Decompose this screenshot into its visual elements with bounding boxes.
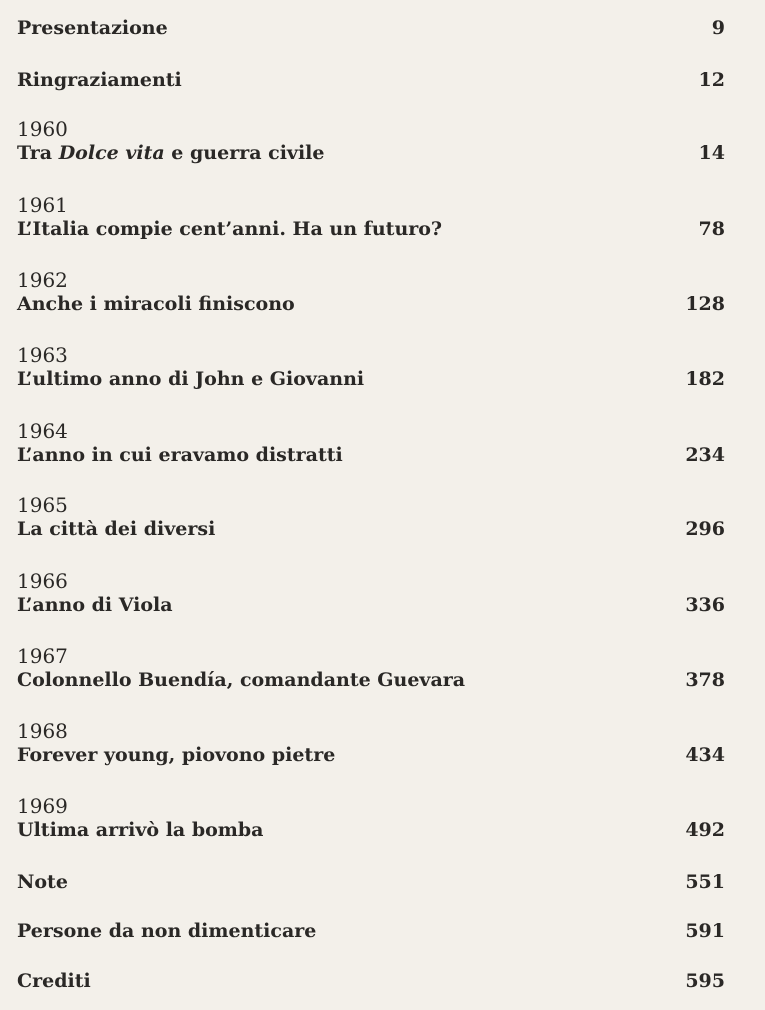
entry-title: Note <box>17 871 68 893</box>
toc-entry-persone <box>17 919 725 943</box>
page-number: 336 <box>685 594 725 616</box>
entry-title: Colonnello Buendía, comandante Guevara <box>17 669 466 691</box>
toc-entry-1965 <box>17 493 725 541</box>
chapter-year: 1962 <box>17 268 68 292</box>
page-number: 12 <box>698 69 725 91</box>
entry-title: Forever young, piovono pietre <box>17 744 336 766</box>
toc-entry-1963 <box>17 343 725 391</box>
page-number: 234 <box>685 444 725 466</box>
entry-title <box>17 141 325 165</box>
toc-entry-1966 <box>17 569 725 617</box>
entry-title: Anche i miracoli finiscono <box>17 293 295 315</box>
toc-entry-1969 <box>17 794 725 842</box>
chapter-year: 1964 <box>17 419 68 443</box>
page-number: 78 <box>698 218 725 240</box>
page-number: 128 <box>685 293 725 315</box>
title-part: Tra <box>17 142 59 164</box>
toc-entry-1964 <box>17 419 725 467</box>
toc-entry-1962 <box>17 268 725 316</box>
page-number: 182 <box>685 368 725 390</box>
page-number: 9 <box>711 17 725 39</box>
chapter-year: 1965 <box>17 493 68 517</box>
chapter-year: 1969 <box>17 794 68 818</box>
page-number: 492 <box>685 819 725 841</box>
chapter-year: 1966 <box>17 569 68 593</box>
toc-entry-ringraziamenti <box>17 68 725 92</box>
page-number: 378 <box>685 669 725 691</box>
entry-title: Crediti <box>17 970 91 992</box>
chapter-year: 1967 <box>17 644 68 668</box>
entry-title: Ultima arrivò la bomba <box>17 819 264 841</box>
page-number: 595 <box>685 970 725 992</box>
page-number: 591 <box>685 920 725 942</box>
entry-title: La città dei diversi <box>17 518 216 540</box>
chapter-year: 1968 <box>17 719 68 743</box>
toc-entry-1960 <box>17 117 725 165</box>
chapter-year: 1963 <box>17 343 68 367</box>
chapter-year: 1961 <box>17 193 68 217</box>
toc-entry-crediti <box>17 969 725 993</box>
toc-entry-presentazione <box>17 16 725 40</box>
page-number: 14 <box>698 142 725 164</box>
toc-entry-1961 <box>17 193 725 241</box>
toc-entry-1967 <box>17 644 725 692</box>
title-part: e guerra civile <box>164 142 325 164</box>
entry-title: Persone da non dimenticare <box>17 920 317 942</box>
entry-title: L’Italia compie cent’anni. Ha un futuro? <box>17 218 443 240</box>
entry-title: L’anno in cui eravamo distratti <box>17 444 343 466</box>
title-italic-part: Dolce vita <box>58 142 165 164</box>
entry-title: Presentazione <box>17 17 168 39</box>
page-number: 434 <box>685 744 725 766</box>
entry-title: L’ultimo anno di John e Giovanni <box>17 368 365 390</box>
toc-entry-note <box>17 870 725 894</box>
chapter-year: 1960 <box>17 117 68 141</box>
entry-title: Ringraziamenti <box>17 69 182 91</box>
page-number: 551 <box>685 871 725 893</box>
toc-entry-1968 <box>17 719 725 767</box>
entry-title: L’anno di Viola <box>17 594 173 616</box>
page-number: 296 <box>685 518 725 540</box>
